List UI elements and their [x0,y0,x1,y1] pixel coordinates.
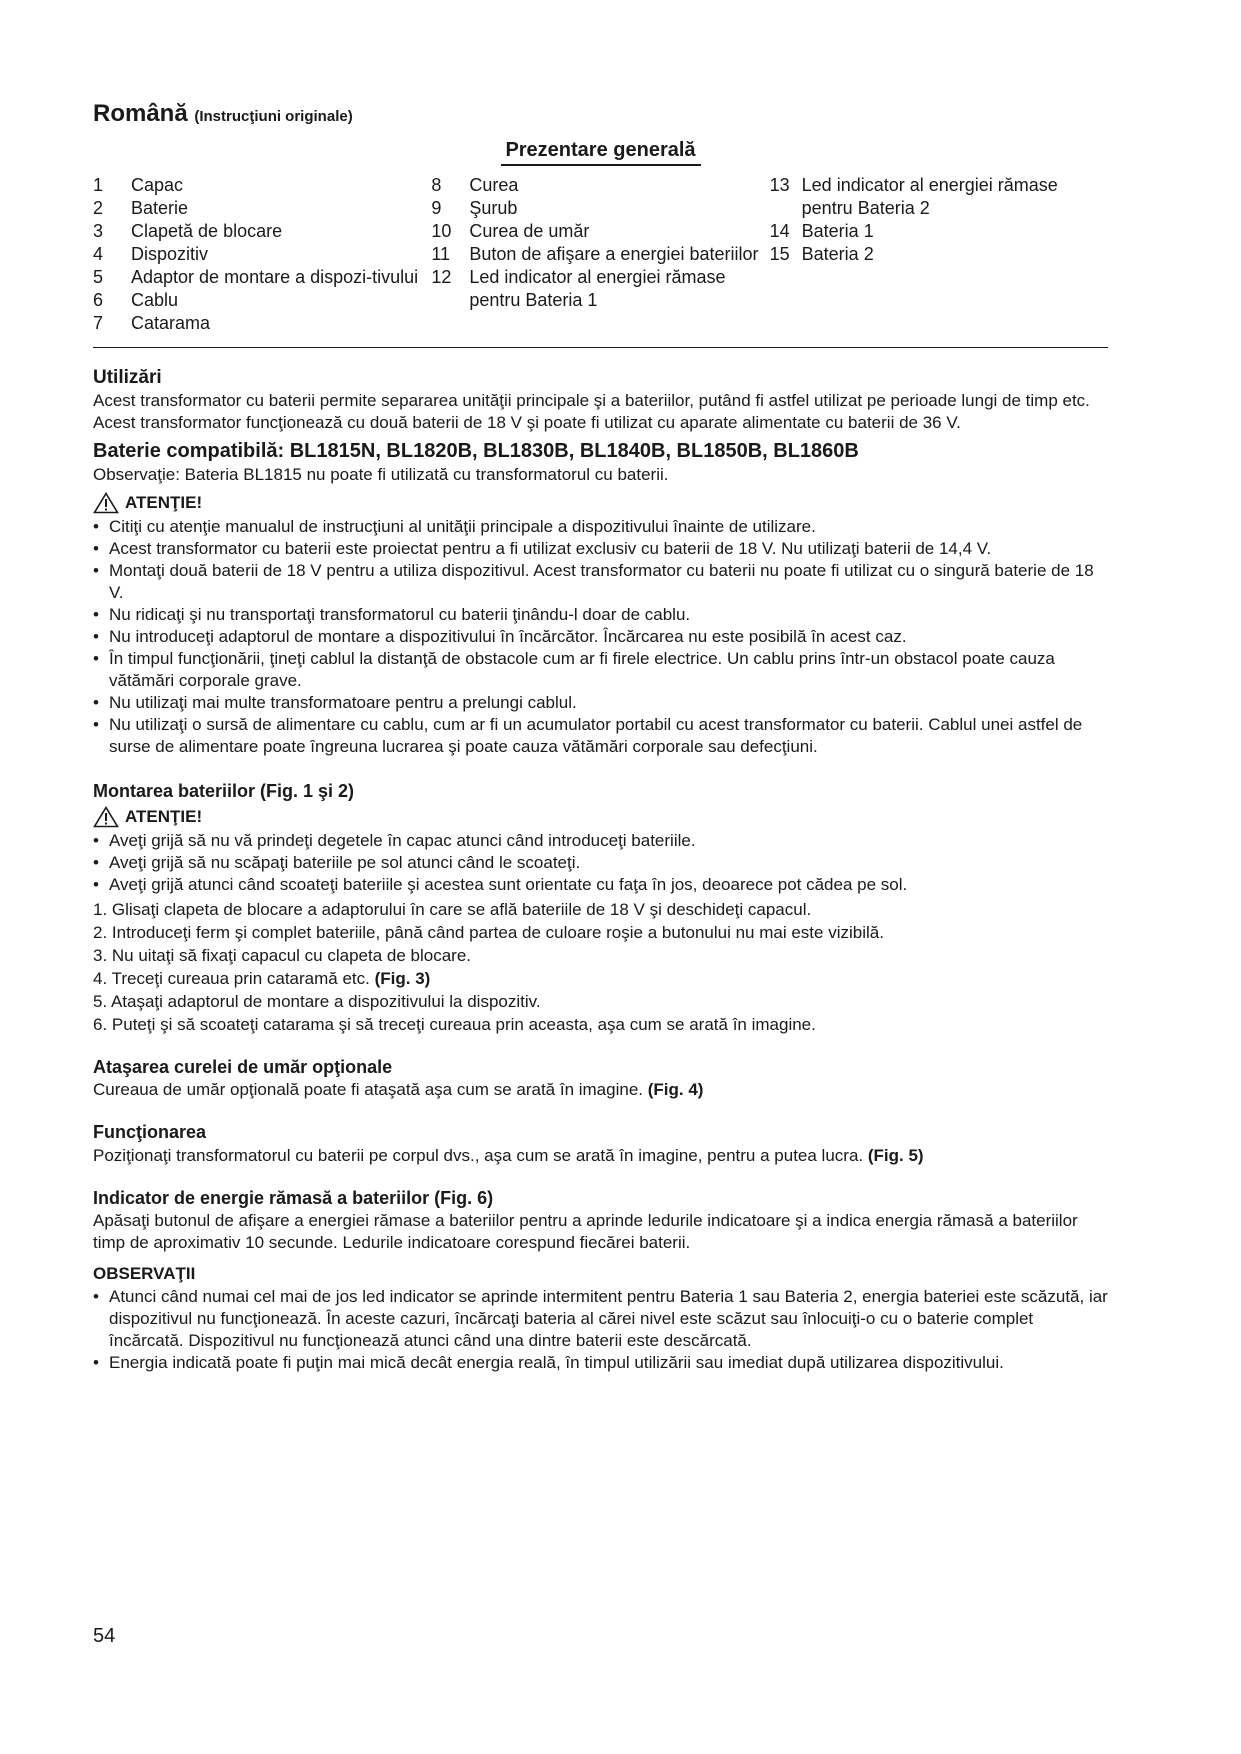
list-item: • Atunci când numai cel mai de jos led indicator se aprinde intermitent pentru Bateria 1 sau Bateria 2, energia bateriei este scăzută, iar dispozitivul nu funcţionează. În aceste cazuri, încărcaţi bateria al cărei nivel este scăzut sau înlocuiţi-o cu o baterie complet încărcată. Dispozitivul nu funcţionează atunci când una dintre baterii este descărcată. [93,1287,1108,1351]
operation-section [93,1121,1108,1166]
language-subtitle: (Instrucţiuni originale) [194,108,353,125]
overview-column-1 [93,174,431,335]
overview-item: 2 Baterie [93,197,189,218]
overview-column-2 [431,174,769,335]
figure-ref: (Fig. 4) [647,1080,704,1100]
indicator-title: Indicator de energie rămasă a bateriilor (Fig. 6) [93,1187,494,1208]
overview-item: 4 Dispozitiv [93,243,209,264]
list-item: • Nu utilizaţi o sursă de alimentare cu cablu, cum ar fi un acumulator portabil cu acest transformator cu baterii. Cablul unei astfel de surse de alimentare poate îngreuna lucrarea şi poate cauza vătămări corporale sau defecţiuni. [93,715,1083,757]
list-item: • Aveţi grijă să nu scăpaţi bateriile pe sol atunci când le scoateţi. [93,852,581,872]
mounting-title: Montarea bateriilor (Fig. 1 şi 2) [93,781,355,802]
step-item: 1. Glisaţi clapeta de blocare a adaptorului în care se află bateriile de 18 V şi deschideţi capacul. [93,899,812,919]
section-divider [93,347,1108,348]
list-item: • Energia indicată poate fi puţin mai mică decât energia reală, în timpul utilizării sau imediat după utilizarea dispozitivului. [93,1353,1004,1373]
usage-paragraph-1: Acest transformator cu baterii permite separarea unităţii principale şi a bateriilor, putând fi astfel utilizat pe perioade lungi de timp etc. [93,391,1090,411]
strap-section [93,1056,1108,1101]
overview-item: 11 Buton de afişare a energiei bateriilor [431,243,759,264]
overview-item: 5 Adaptor de montare a dispozi-tivului [93,266,419,287]
overview-item: 15 Bateria 2 [769,243,874,264]
step-item: 2. Introduceţi ferm şi complet bateriile, până când partea de culoare roşie a butonului nu mai este vizibilă. [93,922,884,942]
overview-item: 9 Şurub [431,197,518,218]
list-item: • Aveţi grijă să nu vă prindeţi degetele în capac atunci când introduceţi bateriile. [93,830,696,850]
overview-list [93,174,1108,335]
overview-item: 14 Bateria 1 [769,220,874,241]
strap-text: Cureaua de umăr opţională poate fi ataşată aşa cum se arată în imagine. (Fig. 4) [93,1080,704,1100]
overview-item: 12 Led indicator al energiei rămase pentru Bateria 1 [431,266,726,310]
warning-label: ATENŢIE! [125,493,203,513]
indicator-text: Apăsaţi butonul de afişare a energiei rămase a bateriilor pentru a aprinde ledurile indicatoare şi a indica energia rămasă a bateriilor timp de aproximativ 10 secunde. Ledurile indicatoare corespund fiecărei baterii. [93,1211,1078,1253]
figure-ref: (Fig. 3) [374,968,431,988]
overview-column-3 [770,174,1108,335]
overview-item: 3 Clapetă de blocare [93,220,283,241]
indicator-section [93,1187,1108,1374]
list-item: • Citiţi cu atenţie manualul de instrucţiuni al unităţii principale a dispozitivului înainte de utilizare. [93,517,816,537]
step-item: 3. Nu uitaţi să fixaţi capacul cu clapeta de blocare. [93,945,471,965]
warning-heading [93,492,1108,514]
mounting-section [93,780,1108,1035]
warning-triangle-icon [93,492,119,514]
overview-item: 13 Led indicator al energiei rămase pentru Bateria 2 [769,174,1058,218]
step-item: 4. Treceţi cureaua prin cataramă etc. (Fig. 3) [93,968,431,988]
language-header [93,100,1108,129]
overview-item: 1 Capac [93,174,184,195]
list-item: • Acest transformator cu baterii este proiectat pentru a fi utilizat exclusiv cu baterii de 18 V. Nu utilizaţi baterii de 14,4 V. [93,539,992,559]
figure-ref: (Fig. 5) [867,1145,924,1165]
list-item: • Nu utilizaţi mai multe transformatoare pentru a prelungi cablul. [93,693,577,713]
usage-warning-list [93,516,1108,758]
observations-list [93,1286,1108,1374]
list-item: • Aveţi grijă atunci când scoateţi bateriile şi acestea sunt orientate cu faţa în jos, deoarece pot cădea pe sol. [93,874,908,894]
manual-page [93,100,1108,1374]
list-item: • Nu introduceţi adaptorul de montare a dispozitivului în încărcător. Încărcarea nu este posibilă în acest caz. [93,627,907,647]
language-title: Română [93,100,188,127]
strap-title: Ataşarea curelei de umăr opţionale [93,1056,393,1077]
list-item: • Nu ridicaţi şi nu transportaţi transformatorul cu baterii ţinându-l doar de cablu. [93,605,691,625]
page-number: 54 [93,1625,116,1647]
step-item: 5. Ataşaţi adaptorul de montare a dispozitivului la dispozitiv. [93,991,541,1011]
mounting-warning-list [93,830,1108,896]
overview-title: Prezentare generală [501,139,701,166]
mounting-steps [93,898,1108,1036]
step-item: 6. Puteţi şi să scoateţi catarama şi să treceţi cureaua prin aceasta, aşa cum se arată în imagine. [93,1014,816,1034]
observations-title: OBSERVAŢII [93,1264,196,1284]
operation-text: Poziţionaţi transformatorul cu baterii pe corpul dvs., aşa cum se arată în imagine, pentru a putea lucra. (Fig. 5) [93,1145,924,1165]
usage-section [93,366,1108,759]
overview-item: 6 Cablu [93,289,179,310]
list-item: • Montaţi două baterii de 18 V pentru a utiliza dispozitivul. Acest transformator cu baterii nu poate fi utilizat cu o singură baterie de 18 V. [93,561,1094,603]
overview-item: 8 Curea [431,174,519,195]
warning-triangle-icon [93,806,119,828]
list-item: • În timpul funcţionării, ţineţi cablul la distanţă de obstacole cum ar fi firele electrice. Un cablu prins într-un obstacol poate cauza vătămări corporale grave. [93,649,1055,691]
usage-note: Observaţie: Bateria BL1815 nu poate fi utilizată cu transformatorul cu baterii. [93,465,669,485]
overview-item: 10 Curea de umăr [431,220,590,241]
operation-title: Funcţionarea [93,1122,207,1143]
usage-title: Utilizări [93,366,162,388]
warning-label: ATENŢIE! [125,806,203,826]
usage-paragraph-2: Acest transformator funcţionează cu două baterii de 18 V şi poate fi utilizat cu aparate alimentate cu baterii de 36 V. [93,413,961,433]
compatible-batteries: Baterie compatibilă: BL1815N, BL1820B, BL1830B, BL1840B, BL1850B, BL1860B [93,440,859,463]
warning-heading [93,806,1108,828]
overview-item: 7 Catarama [93,312,211,333]
